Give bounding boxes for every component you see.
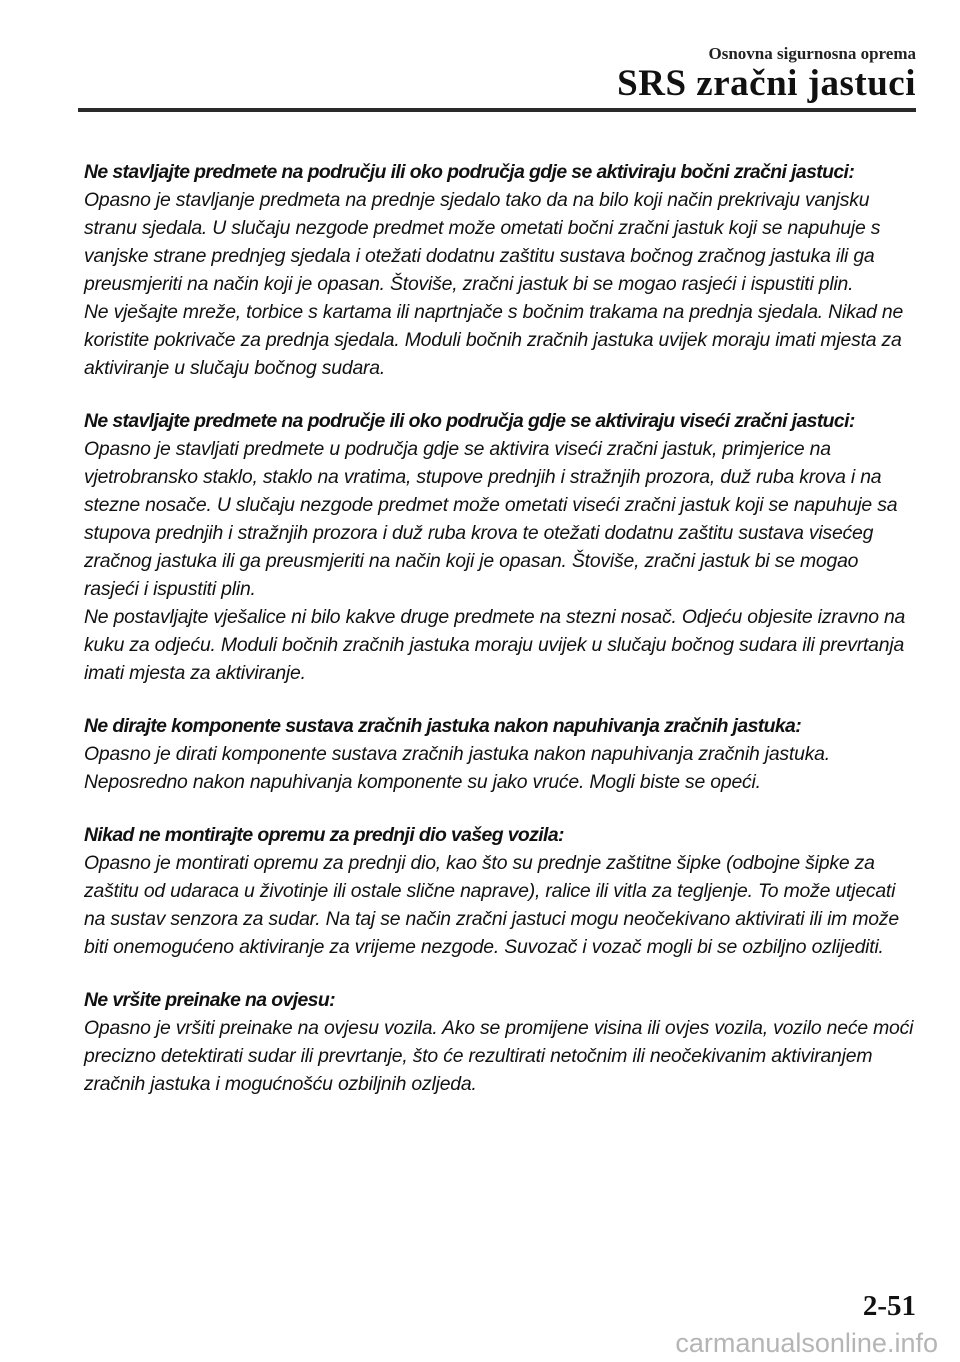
warning-paragraph: Opasno je dirati komponente sustava zračnih jastuka nakon napuhivanja zračnih jastuka. Neposredno nakon napuhivanja komponente su jako vruće. Mogli biste se opeći.	[84, 743, 830, 793]
warning-block-suspension	[84, 986, 914, 1098]
warning-paragraph: Opasno je stavljati predmete u područja gdje se aktivira viseći zračni jastuk, primjerice na vjetrobransko staklo, staklo na vratima, stupove prednjih i stražnjih prozora, duž ruba krova i na stezne nosače. U slučaju nezgode predmet može ometati viseći zračni jastuk koji se napuhuje sa stupova prednjih i stražnjih prozora i duž ruba krova te otežati dodatnu zaštitu sustava visećeg zračnog jastuka ili ga preusmjeriti na način koji je opasan. Štoviše, zračni jastuk bi se mogao rasjeći i ispustiti plin.	[84, 438, 898, 600]
warning-paragraph: Opasno je montirati opremu za prednji dio, kao što su prednje zaštitne šipke (odbojne šipke za zaštitu od udaraca u životinje ili ostale slične naprave), ralice ili vitla za tegljenje. To može utjecati na sustav senzora za sudar. Na taj se način zračni jastuci mogu neočekivano aktivirati ili im može biti onemogućeno aktiviranje za vrijeme nezgode. Suvozač i vozač mogli bi se ozbiljno ozlijediti.	[84, 852, 899, 958]
warning-heading: Ne stavljajte predmete na područje ili oko područja gdje se aktiviraju viseći zračni jastuci:	[84, 410, 855, 432]
warning-heading: Ne stavljajte predmete na području ili oko područja gdje se aktiviraju bočni zračni jastuci:	[84, 161, 855, 183]
page-title: SRS zračni jastuci	[617, 63, 916, 104]
warning-block-curtain-airbags	[84, 407, 914, 687]
section-title: Osnovna sigurnosna oprema	[708, 44, 916, 63]
warning-block-side-airbags	[84, 158, 914, 382]
page-number: 2-51	[862, 1290, 916, 1322]
warning-paragraph: Ne vješajte mreže, torbice s kartama ili naprtnjače s bočnim trakama na prednja sjedala. Nikad ne koristite pokrivače za prednja sjedala. Moduli bočnih zračnih jastuka uvijek moraju imati mjesta za aktiviranje u slučaju bočnog sudara.	[84, 301, 904, 379]
header-divider	[78, 108, 916, 112]
warning-paragraph: Opasno je vršiti preinake na ovjesu vozila. Ako se promijene visina ili ovjes vozila, vozilo neće moći precizno detektirati sudar ili prevrtanje, što će rezultirati netočnim ili neočekivanim aktiviranjem zračnih jastuka i mogućnošću ozbiljnih ozljeda.	[84, 1017, 914, 1095]
warning-paragraph: Ne postavljajte vješalice ni bilo kakve druge predmete na stezni nosač. Odjeću objesite izravno na kuku za odjeću. Moduli bočnih zračnih jastuka moraju uvijek u slučaju bočnog sudara ili prevrtanja imati mjesta za aktiviranje.	[84, 606, 906, 684]
warning-heading: Ne dirajte komponente sustava zračnih jastuka nakon napuhivanja zračnih jastuka:	[84, 715, 802, 737]
warning-block-touch-components	[84, 712, 914, 796]
warning-heading: Nikad ne montirajte opremu za prednji dio vašeg vozila:	[84, 824, 564, 846]
warning-paragraph: Opasno je stavljanje predmeta na prednje sjedalo tako da na bilo koji način prekrivaju vanjsku stranu sjedala. U slučaju nezgode predmet može ometati bočni zračni jastuk koji se napuhuje s vanjske strane prednjeg sjedala i otežati dodatnu zaštitu sustava bočnog zračnog jastuka ili ga preusmjeriti na način koji je opasan. Štoviše, zračni jastuk bi se mogao rasjeći i ispustiti plin.	[84, 189, 881, 295]
watermark: carmanualsonline.info	[675, 1328, 938, 1358]
content-area	[84, 158, 914, 1123]
warning-block-front-equipment	[84, 821, 914, 961]
warning-heading: Ne vršite preinake na ovjesu:	[84, 989, 335, 1011]
